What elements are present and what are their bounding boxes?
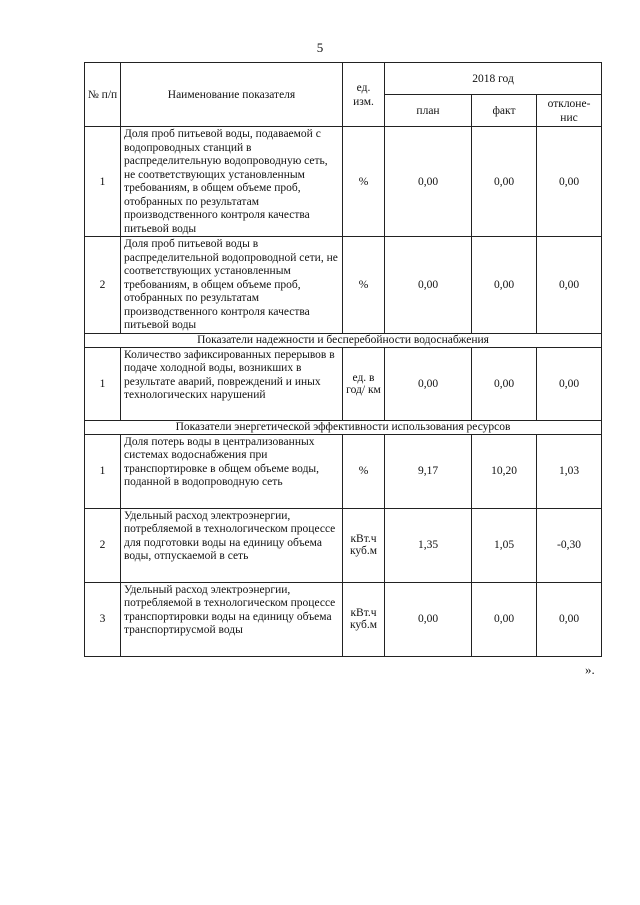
row-deviation: 0,00 bbox=[537, 237, 602, 334]
table-row bbox=[85, 434, 602, 508]
row-plan: 9,17 bbox=[385, 434, 472, 508]
table-row bbox=[85, 127, 602, 237]
row-fact: 10,20 bbox=[472, 434, 537, 508]
row-unit: ед. в год/ км bbox=[343, 347, 385, 420]
row-name: Доля проб питьевой воды, подаваемой с водопроводных станций в распределительную водопроводную сеть, не соответствующих установленным требованиям, в общем объеме проб, отобранных по результатам производственного контроля качества питьевой воды bbox=[121, 127, 343, 237]
row-fact: 0,00 bbox=[472, 127, 537, 237]
row-unit: кВт.ч куб.м bbox=[343, 508, 385, 582]
row-num: 1 bbox=[85, 434, 121, 508]
row-fact: 1,05 bbox=[472, 508, 537, 582]
row-plan: 0,00 bbox=[385, 127, 472, 237]
table-row bbox=[85, 347, 602, 420]
row-deviation: -0,30 bbox=[537, 508, 602, 582]
row-deviation: 0,00 bbox=[537, 127, 602, 237]
row-num: 3 bbox=[85, 582, 121, 656]
table-row bbox=[85, 508, 602, 582]
row-deviation: 1,03 bbox=[537, 434, 602, 508]
header-name: Наименование показателя bbox=[121, 63, 343, 127]
row-plan: 0,00 bbox=[385, 237, 472, 334]
row-deviation: 0,00 bbox=[537, 347, 602, 420]
section-header-reliability bbox=[85, 333, 602, 347]
indicators-table bbox=[84, 62, 602, 657]
section-title: Показатели энергетической эффективности использования ресурсов bbox=[85, 420, 602, 434]
row-deviation: 0,00 bbox=[537, 582, 602, 656]
row-fact: 0,00 bbox=[472, 582, 537, 656]
row-num: 1 bbox=[85, 127, 121, 237]
row-plan: 1,35 bbox=[385, 508, 472, 582]
row-unit: кВт.ч куб.м bbox=[343, 582, 385, 656]
row-name: Удельный расход электроэнергии, потребляемой в технологическом процессе для подготовки воды на единицу объема воды, отпускаемой в сеть bbox=[121, 508, 343, 582]
header-deviation: отклоне- нис bbox=[537, 95, 602, 127]
section-header-energy bbox=[85, 420, 602, 434]
section-title: Показатели надежности и бесперебойности водоснабжения bbox=[85, 333, 602, 347]
closing-quote: ». bbox=[585, 662, 595, 677]
row-name: Удельный расход электроэнергии, потребляемой в технологическом процессе транспортировки воды на единицу объема транспортирусмой воды bbox=[121, 582, 343, 656]
row-unit: % bbox=[343, 237, 385, 334]
row-name: Доля проб питьевой воды в распределительной водопроводной сети, не соответствующих установленным требованиям, в общем объеме проб, отобранных по результатам производственного контроля качества питьевой воды bbox=[121, 237, 343, 334]
row-num: 2 bbox=[85, 508, 121, 582]
row-name: Количество зафиксированных перерывов в подаче холодной воды, возникших в результате аварий, повреждений и иных технологических нарушений bbox=[121, 347, 343, 420]
header-unit: ед. изм. bbox=[343, 63, 385, 127]
header-fact: факт bbox=[472, 95, 537, 127]
page-number: 5 bbox=[316, 40, 324, 55]
row-num: 2 bbox=[85, 237, 121, 334]
header-num: № п/п bbox=[85, 63, 121, 127]
header-plan: план bbox=[385, 95, 472, 127]
table-row bbox=[85, 237, 602, 334]
table-row bbox=[85, 582, 602, 656]
row-plan: 0,00 bbox=[385, 582, 472, 656]
row-name: Доля потерь воды в централизованных системах водоснабжения при транспортировке в общем объеме воды, поданной в водопроводную сеть bbox=[121, 434, 343, 508]
row-fact: 0,00 bbox=[472, 347, 537, 420]
row-unit: % bbox=[343, 127, 385, 237]
row-num: 1 bbox=[85, 347, 121, 420]
row-fact: 0,00 bbox=[472, 237, 537, 334]
row-plan: 0,00 bbox=[385, 347, 472, 420]
row-unit: % bbox=[343, 434, 385, 508]
header-year: 2018 год bbox=[385, 63, 602, 95]
